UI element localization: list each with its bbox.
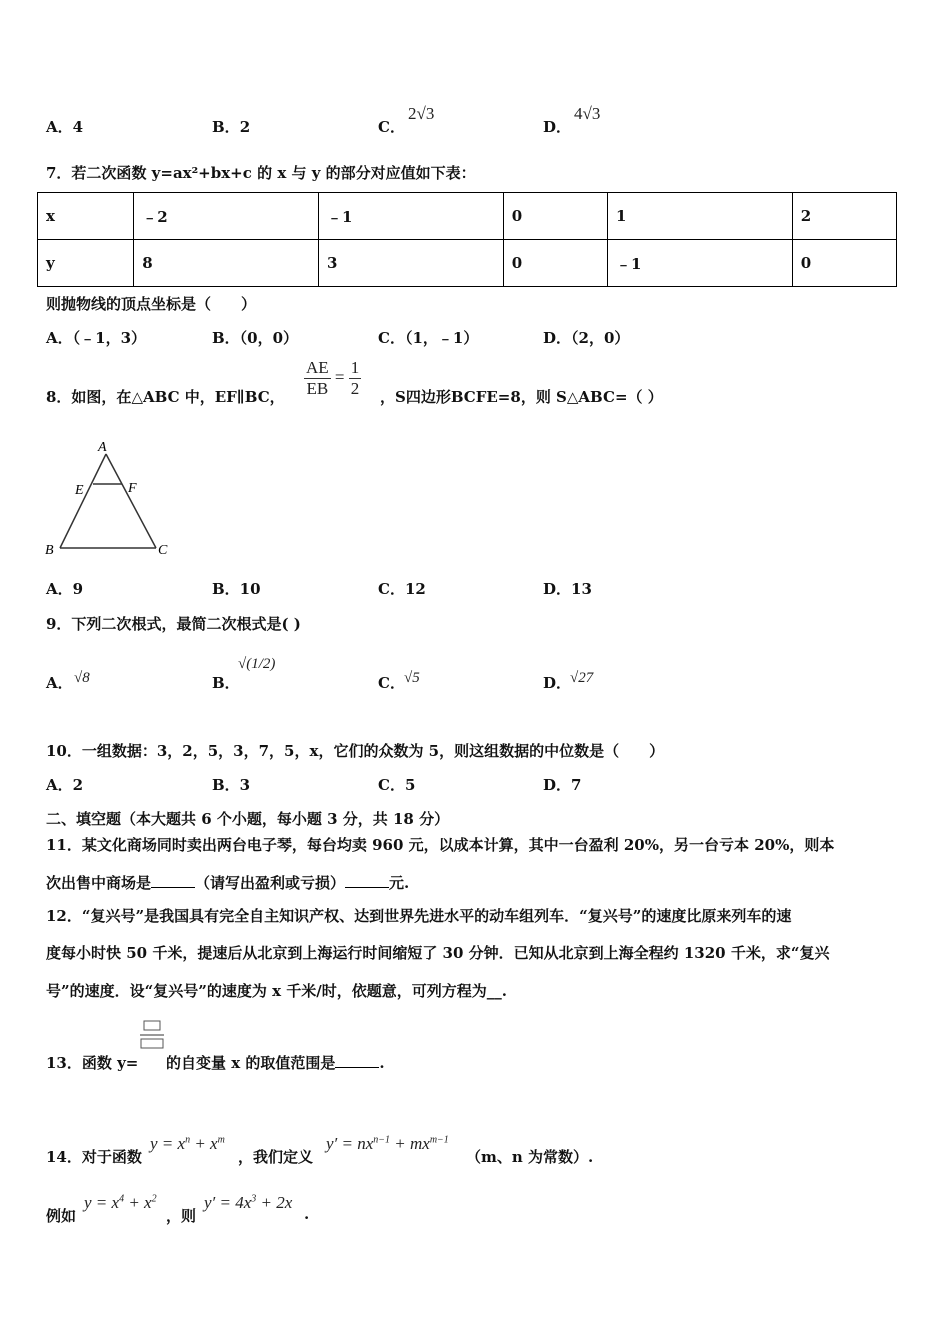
q8-option-c: C．12 [378,580,426,598]
q14-example-end: . [304,1205,310,1223]
q8-stem-prefix: 8．如图，在△ABC 中，EF∥BC， [46,388,285,406]
q14-prefix: 14．对于函数 [46,1148,142,1166]
q8-stem-suffix: ，S四边形BCFE=8，则 S△ABC=（ ） [380,388,663,406]
q7-option-a: A．（﹣1，3） [46,329,147,347]
table-cell: 2 [792,193,896,240]
q8-fraction: $\frac{AE}{EB}$ = $\frac{1}{2}$ [306,358,360,398]
table-cell: ﹣2 [134,193,319,240]
q6-option-c-value: 2√3 [408,104,435,123]
q14-example-prefix: 例如 [46,1207,77,1225]
q6-option-d-value: 4√3 [574,104,601,123]
label-a: A [98,440,107,455]
q7-value-table [37,192,897,287]
answer-blank[interactable] [151,875,195,888]
q9-stem: 9．下列二次根式，最简二次根式是( ) [46,615,301,633]
q14-mid: ，我们定义 [238,1148,314,1166]
q7-question: 则抛物线的顶点坐标是（ ） [46,295,257,313]
q14-suffix: （m、n 为常数）. [466,1148,594,1166]
section-heading: 二、填空题（本大题共 6 个小题，每小题 3 分，共 18 分） [46,810,450,828]
q13-fraction-image [138,1018,166,1052]
q10-option-a: A．2 [46,776,84,794]
q9-option-b-expr: √(1/2) [238,656,276,672]
table-cell: x [38,193,134,240]
q12-line2: 度每小时快 50 千米，提速后从北京到上海运行时间缩短了 30 分钟．已知从北京到上海全程约 1320 千米，求“复兴 [46,944,830,962]
table-cell: 0 [792,240,896,287]
q9-option-b: B． [212,674,240,692]
q9-option-c: C． [378,674,405,692]
q6-option-d: D． [543,118,572,136]
q6-option-a: A．4 [46,118,84,136]
q11-line1: 11．某文化商场同时卖出两台电子琴，每台均卖 960 元，以成本计算，其中一台盈利 20%，另一台亏本 20%，则本 [46,836,835,854]
table-cell: y [38,240,134,287]
table-cell: 0 [503,240,607,287]
q8-option-a: A．9 [46,580,84,598]
answer-blank[interactable] [345,875,389,888]
q7-option-c: C．（1，﹣1） [378,329,479,347]
q8-option-b: B．10 [212,580,261,598]
q14-example-function: $y = x^4 + x^2$ [84,1193,157,1212]
q10-option-b: B．3 [212,776,251,794]
q9-option-d-expr: √27 [570,670,594,686]
q9-option-a-expr: √8 [74,670,90,686]
table-row [38,193,897,240]
q9-option-c-expr: √5 [404,670,420,686]
q10-stem: 10．一组数据：3，2，5，3，7，5，x，它们的众数为 5，则这组数据的中位数是（ ） [46,742,665,760]
table-cell: 1 [607,193,792,240]
q12-line1: 12．“复兴号”是我国具有完全自主知识产权、达到世界先进水平的动车组列车．“复兴号”的速度比原来列车的速 [46,907,792,925]
table-cell: ﹣1 [319,193,504,240]
label-f: F [128,481,137,496]
label-e: E [75,483,84,498]
label-b: B [45,543,54,558]
answer-blank[interactable] [335,1055,379,1068]
q6-option-b: B．2 [212,118,251,136]
table-cell: 8 [134,240,319,287]
q10-option-d: D．7 [543,776,582,794]
q8-option-d: D．13 [543,580,592,598]
q13-suffix: 的自变量 x 的取值范围是 . [166,1054,385,1072]
table-cell: 3 [319,240,504,287]
q14-function: $y = x^n + x^m$ [150,1134,225,1153]
q12-line3: 号”的速度．设“复兴号”的速度为 x 千米/时，依题意，可列方程为__. [46,982,507,1000]
q14-example-mid: ，则 [166,1207,197,1225]
q11-line2: 次出售中商场是 （请写出盈利或亏损） 元. [46,874,410,892]
q13-prefix: 13．函数 y= [46,1054,139,1072]
q7-stem: 7．若二次函数 y=ax²+bx+c 的 x 与 y 的部分对应值如下表： [46,164,476,182]
q7-option-d: D．（2，0） [543,329,630,347]
table-cell: 0 [503,193,607,240]
table-cell: ﹣1 [607,240,792,287]
label-c: C [158,543,168,558]
triangle-figure [40,436,180,560]
q14-example-derivative: $y' = 4x^3 + 2x$ [204,1193,293,1212]
q7-option-b: B．（0，0） [212,329,299,347]
table-row [38,240,897,287]
q9-option-a: A． [46,674,73,692]
q9-option-d: D． [543,674,572,692]
q6-option-c: C． [378,118,405,136]
q10-option-c: C．5 [378,776,416,794]
q14-derivative: $y' = nx^{n-1} + mx^{m-1}$ [326,1134,449,1153]
